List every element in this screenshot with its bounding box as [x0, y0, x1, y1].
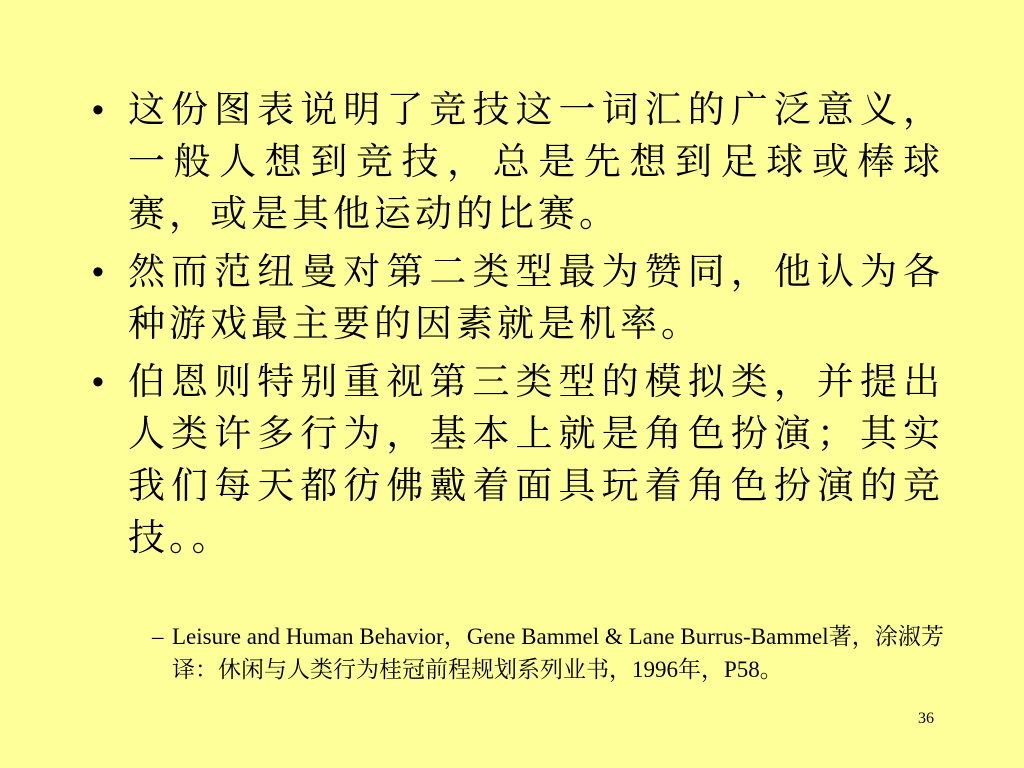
bullet-marker: • — [92, 363, 108, 401]
bullet-text: 然而范纽曼对第二类型最为赞同，他认为各种游戏最主要的因素就是机率。 — [128, 250, 944, 345]
bullet-item — [88, 84, 944, 240]
page-number: 36 — [918, 710, 934, 727]
bullet-item — [88, 356, 944, 564]
bullet-marker: • — [92, 253, 108, 291]
citation-text: Leisure and Human Behavior，Gene Bammel & Lane Burrus-Bammel著，涂淑芳译：休闲与人类行为桂冠前程规划系列业书，1996年，P58。 — [172, 624, 944, 682]
citation-dash: – — [152, 624, 164, 649]
bullet-list — [88, 84, 944, 570]
bullet-marker: • — [92, 91, 108, 129]
citation — [136, 620, 944, 686]
bullet-text: 这份图表说明了竞技这一词汇的广泛意义，一般人想到竞技，总是先想到足球或棒球赛，或是其他运动的比赛。 — [128, 88, 944, 235]
bullet-item — [88, 246, 944, 350]
bullet-text: 伯恩则特别重视第三类型的模拟类，并提出人类许多行为，基本上就是角色扮演；其实我们每天都彷佛戴着面具玩着角色扮演的竞技。。 — [128, 360, 944, 559]
